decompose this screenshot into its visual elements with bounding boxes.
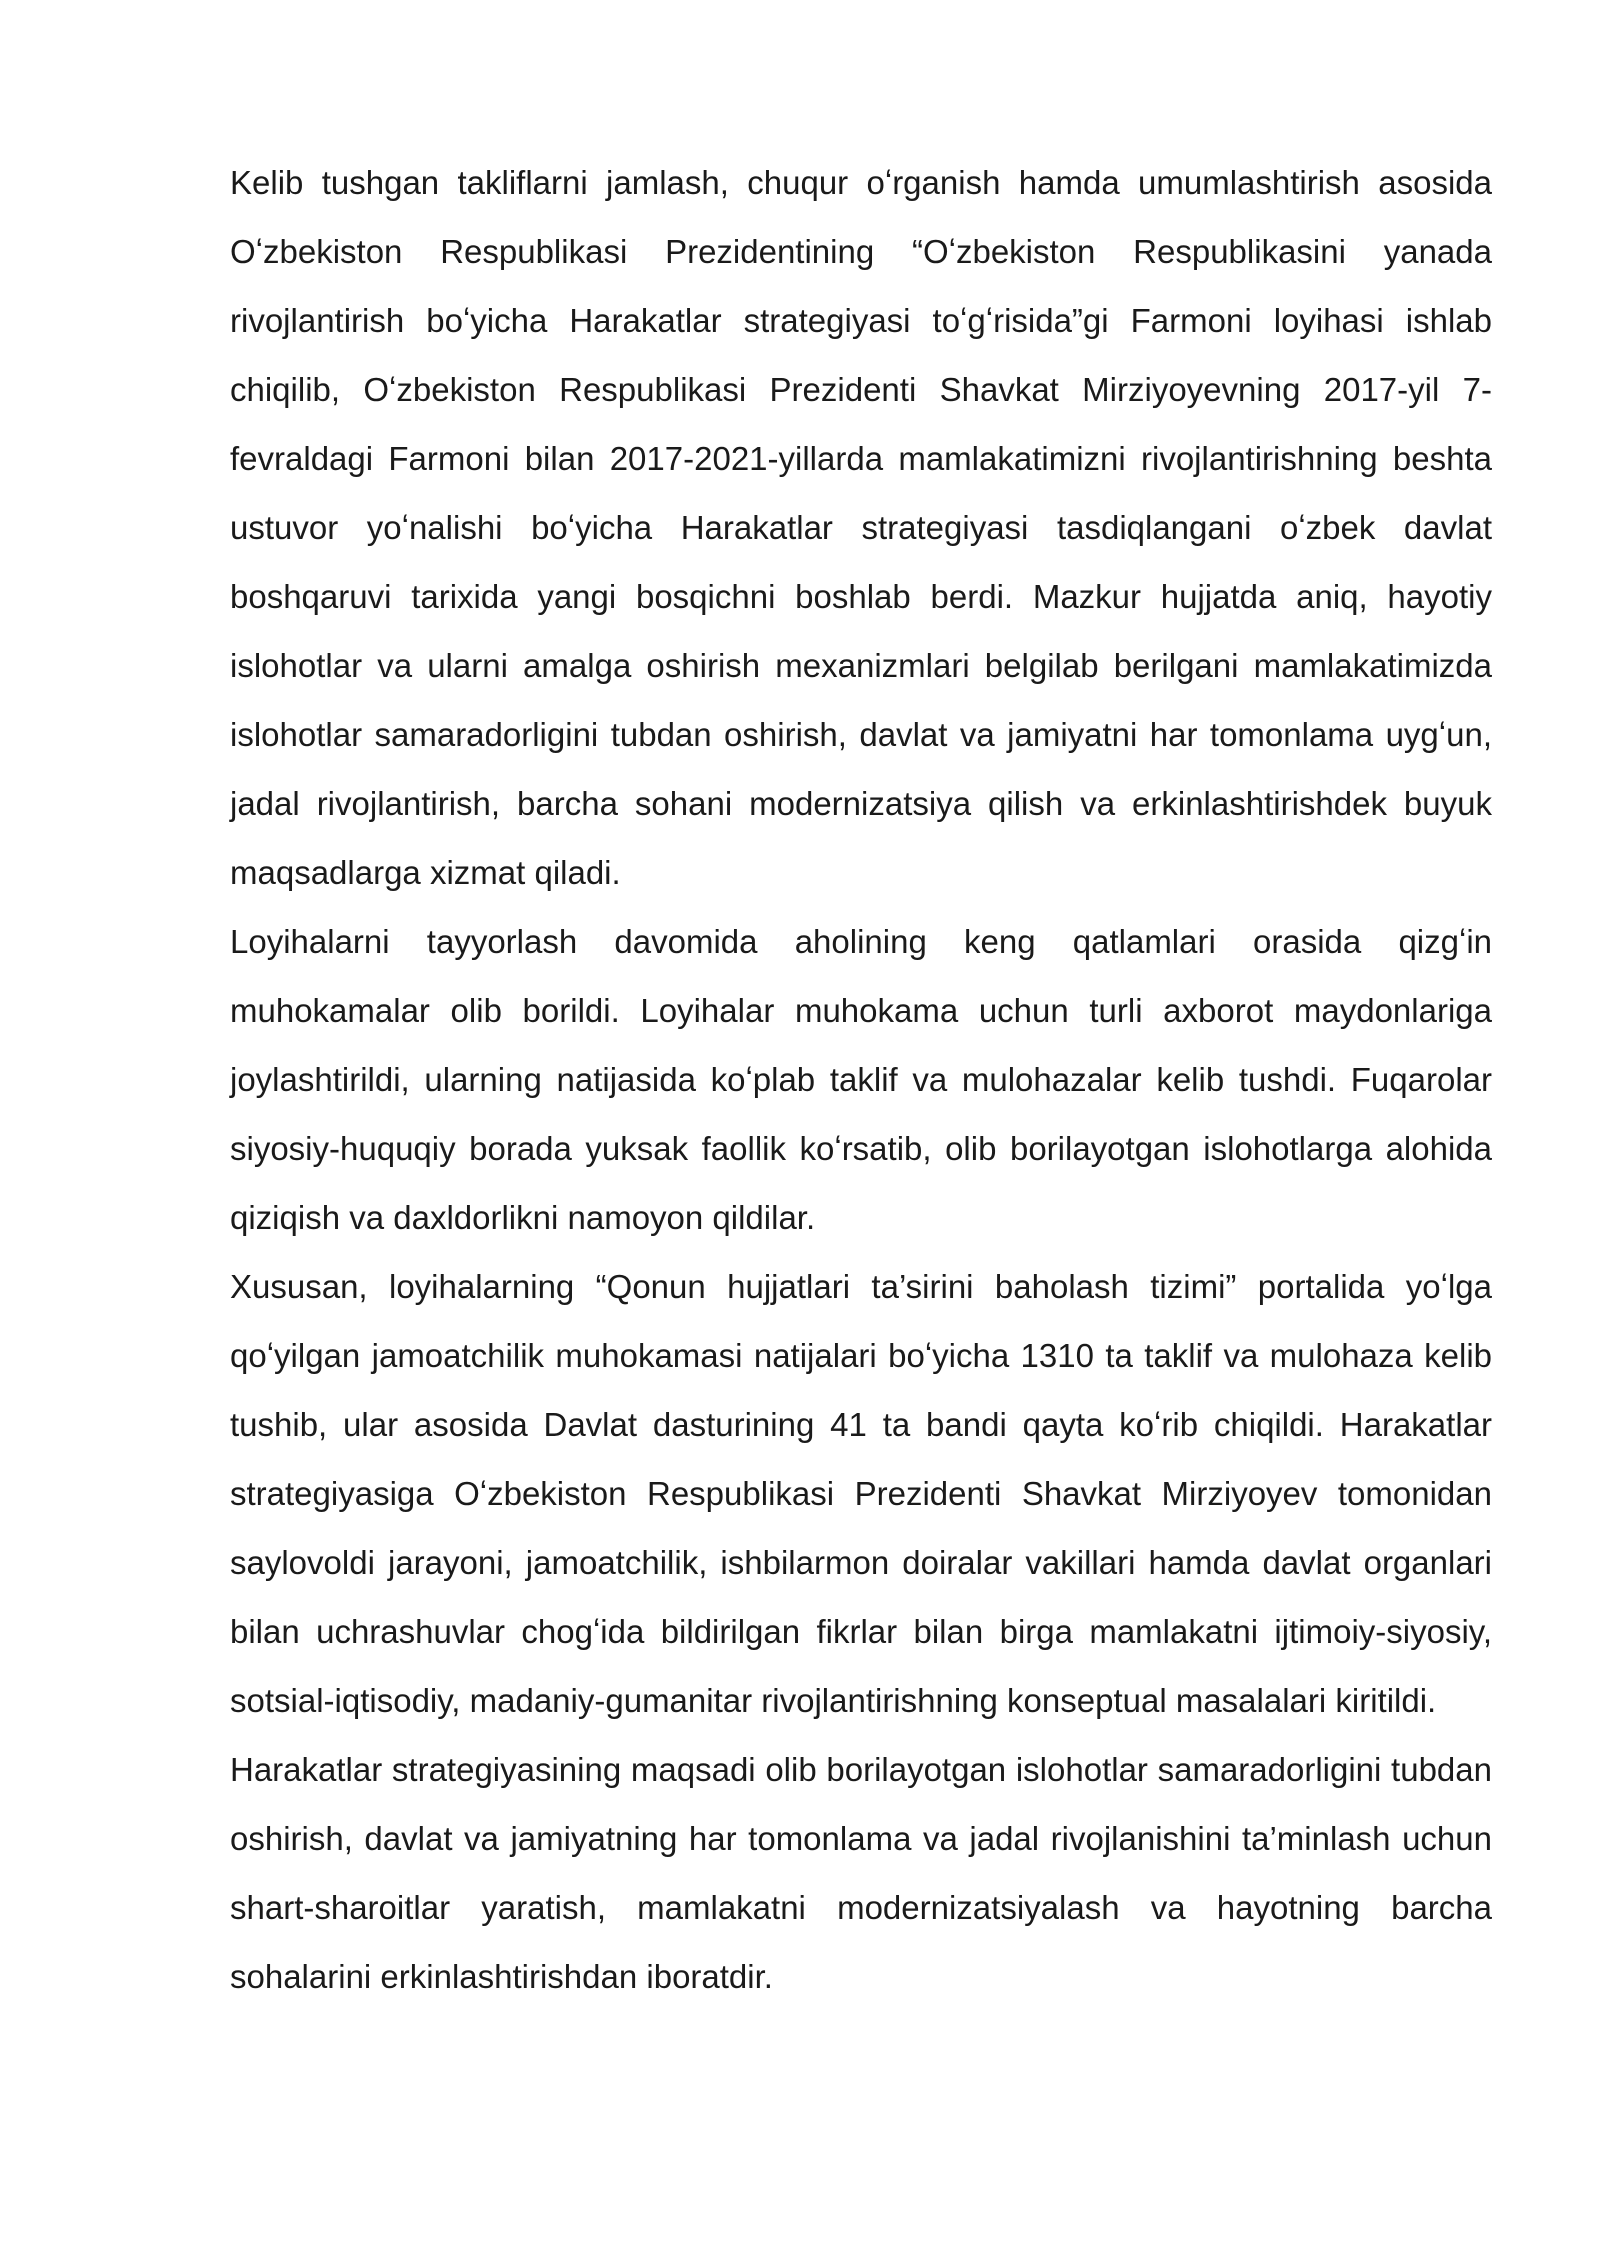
document-body bbox=[230, 148, 1492, 2011]
paragraph-3: Xususan, loyihalarning “Qonun hujjatlari ta’sirini baholash tizimi” portalida yoʻlga qoʻyilgan jamoatchilik muhokamasi natijalari boʻyicha 1310 ta taklif va mulohaza kelib tushib, ular asosida Davlat dasturining 41 ta bandi qayta koʻrib chiqildi. Harakatlar strategiyasiga Oʻzbekiston Respublikasi Prezidenti Shavkat Mirziyoyev tomonidan saylovoldi jarayoni, jamoatchilik, ishbilarmon doiralar vakillari hamda davlat organlari bilan uchrashuvlar chogʻida bildirilgan fikrlar bilan birga mamlakatni ijtimoiy-siyosiy, sotsial-iqtisodiy, madaniy-gumanitar rivojlantirishning konseptual masalalari kiritildi. bbox=[230, 1268, 1492, 1719]
paragraph-4: Harakatlar strategiyasining maqsadi olib borilayotgan islohotlar samaradorligini tubdan oshirish, davlat va jamiyatning har tomonlama va jadal rivojlanishini ta’minlash uchun shart-sharoitlar yaratish, mamlakatni modernizatsiyalash va hayotning barcha sohalarini erkinlashtirishdan iboratdir. bbox=[230, 1751, 1492, 1995]
paragraph-1: Kelib tushgan takliflarni jamlash, chuqur oʻrganish hamda umumlashtirish asosida Oʻzbekiston Respublikasi Prezidentining “Oʻzbekiston Respublikasini yanada rivojlantirish boʻyicha Harakatlar strategiyasi toʻgʻrisida”gi Farmoni loyihasi ishlab chiqilib, Oʻzbekiston Respublikasi Prezidenti Shavkat Mirziyoyevning 2017-yil 7-fevraldagi Farmoni bilan 2017-2021-yillarda mamlakatimizni rivojlantirishning beshta ustuvor yoʻnalishi boʻyicha Harakatlar strategiyasi tasdiqlangani oʻzbek davlat boshqaruvi tarixida yangi bosqichni boshlab berdi. Mazkur hujjatda aniq, hayotiy islohotlar va ularni amalga oshirish mexanizmlari belgilab berilgani mamlakatimizda islohotlar samaradorligini tubdan oshirish, davlat va jamiyatni har tomonlama uygʻun, jadal rivojlantirish, barcha sohani modernizatsiya qilish va erkinlashtirishdek buyuk maqsadlarga xizmat qiladi. bbox=[230, 164, 1492, 891]
paragraph-2: Loyihalarni tayyorlash davomida aholining keng qatlamlari orasida qizgʻin muhokamalar olib borildi. Loyihalar muhokama uchun turli axborot maydonlariga joylashtirildi, ularning natijasida koʻplab taklif va mulohazalar kelib tushdi. Fuqarolar siyosiy-huquqiy borada yuksak faollik koʻrsatib, olib borilayotgan islohotlarga alohida qiziqish va daxldorlikni namoyon qildilar. bbox=[230, 923, 1492, 1236]
